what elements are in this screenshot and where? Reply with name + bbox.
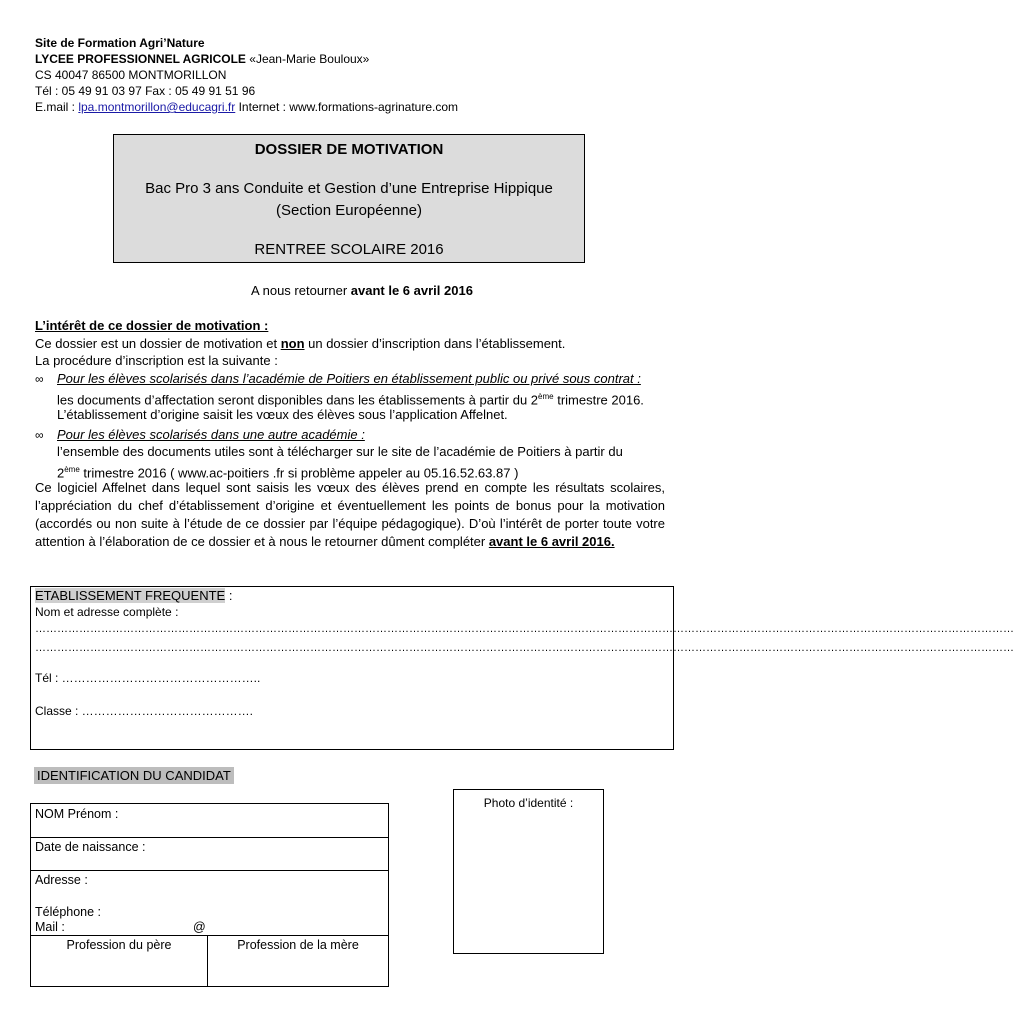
email-link[interactable]: lpa.montmorillon@educagri.fr [78,100,236,114]
etablissement-title: ETABLISSEMENT FREQUENTE [35,588,226,603]
profession-divider [31,935,388,936]
school-site-name: Site de Formation Agri’Nature [35,36,205,50]
contact-rows[interactable] [31,871,388,935]
return-notice [0,283,724,298]
bullet-1-line-2: L’établissement d’origine saisit les vœux des élèves sous l’application Affelnet. [57,407,508,422]
email-label: E.mail : [35,100,79,114]
etablissement-colon: : [225,588,233,603]
etablissement-box [30,586,1014,750]
program-section: (Section Européenne) [276,202,422,219]
school-year: RENTREE SCOLAIRE 2016 [254,241,444,258]
school-contact-line [35,99,458,115]
p1-text-b: un dossier d’inscription dans l’établissement. [304,336,566,351]
mail-label: Mail : [35,920,65,934]
birthdate-label: Date de naissance : [35,840,146,854]
photo-label: Photo d’identité : [483,796,574,810]
interest-paragraph-3 [35,479,665,551]
b2-l2-b: trimestre 2016 ( www.ac-poitiers .fr si problème appeler au 05.16.52.63.87 ) [79,465,519,481]
school-subname: «Jean-Marie Bouloux» [249,52,370,66]
b1-l1-sup: ème [538,392,554,401]
candidate-section-title: IDENTIFICATION DU CANDIDAT [34,767,234,784]
etablissement-class-field[interactable]: Classe : ……………………………………. [35,704,254,718]
b1-l1-a: les documents d’affectation seront disponibles dans les établissements à partir du 2 [57,392,539,408]
program-title: Bac Pro 3 ans Conduite et Gestion d’une Entreprise Hippique [145,180,553,197]
school-name: LYCEE PROFESSIONNEL AGRICOLE [35,52,250,66]
p1-text-a: Ce dossier est un dossier de motivation et [35,336,281,351]
b1-l1-b: trimestre 2016. [553,392,644,408]
photo-box[interactable] [453,789,604,954]
return-deadline: avant le 6 avril 2016 [350,283,473,298]
name-label: NOM Prénom : [35,807,119,821]
school-phone-fax: Tél : 05 49 91 03 97 Fax : 05 49 91 51 96 [35,84,256,98]
candidate-form [30,803,389,987]
father-profession-label[interactable]: Profession du père [66,938,172,952]
bullet-2-title: Pour les élèves scolarisés dans une autre académie : [57,427,365,442]
mother-profession-label[interactable]: Profession de la mère [237,938,359,952]
address-label: Adresse : [35,873,88,887]
internet-text: Internet : www.formations-agrinature.com [235,100,459,114]
etablissement-title-line [35,588,232,603]
p1-non: non [280,336,305,351]
address-dotted-line-2[interactable]: …………………………………………………………………………………………………………………………………………………………………………………………………………………………………………… [35,642,1014,654]
interest-heading: L’intérêt de ce dossier de motivation : [35,318,269,333]
return-notice-prefix: A nous retourner [251,283,351,298]
phone-label: Téléphone : [35,905,102,919]
bullet-icon: ∞ [35,428,44,442]
at-sign: @ [193,920,206,934]
interest-paragraph-1 [35,335,665,352]
bullet-icon: ∞ [35,372,44,386]
b2-l2-a: 2 [57,465,65,481]
b2-l2-sup: ème [64,465,80,474]
school-address: CS 40047 86500 MONTMORILLON [35,68,227,82]
p3-deadline: avant le 6 avril 2016. [488,534,615,549]
etablissement-tel-field[interactable]: Tél : ………………………………………….. [35,671,261,685]
birthdate-row[interactable] [31,838,388,871]
p3-text: Ce logiciel Affelnet dans lequel sont saisis les vœux des élèves prend en compte les résultats scolaires, l’appréciation du chef d’établissement d’origine et éventuellement les points de bonus pour la motivation (accordés ou non suite à l’étude de ce dossier par l’équipe pédagogique). D’où l’intérêt de porter toute votre attention à l’élaboration de ce dossier et à nous le retourner dûment compléter [35,480,665,549]
interest-paragraph-2: La procédure d’inscription est la suivante : [35,353,278,368]
document-title: DOSSIER DE MOTIVATION [254,141,444,158]
etablissement-name-label: Nom et adresse complète : [35,605,179,619]
bullet-1-title: Pour les élèves scolarisés dans l’académie de Poitiers en établissement public ou privé sous contrat : [57,371,641,386]
name-row[interactable] [31,804,388,838]
title-box [113,134,585,263]
bullet-2-line-1: l’ensemble des documents utiles sont à télécharger sur le site de l’académie de Poitiers à partir du [57,444,623,459]
address-dotted-line-1[interactable]: …………………………………………………………………………………………………………………………………………………………………………………………………………………………………………… [35,623,1014,635]
school-name-line [35,51,369,67]
